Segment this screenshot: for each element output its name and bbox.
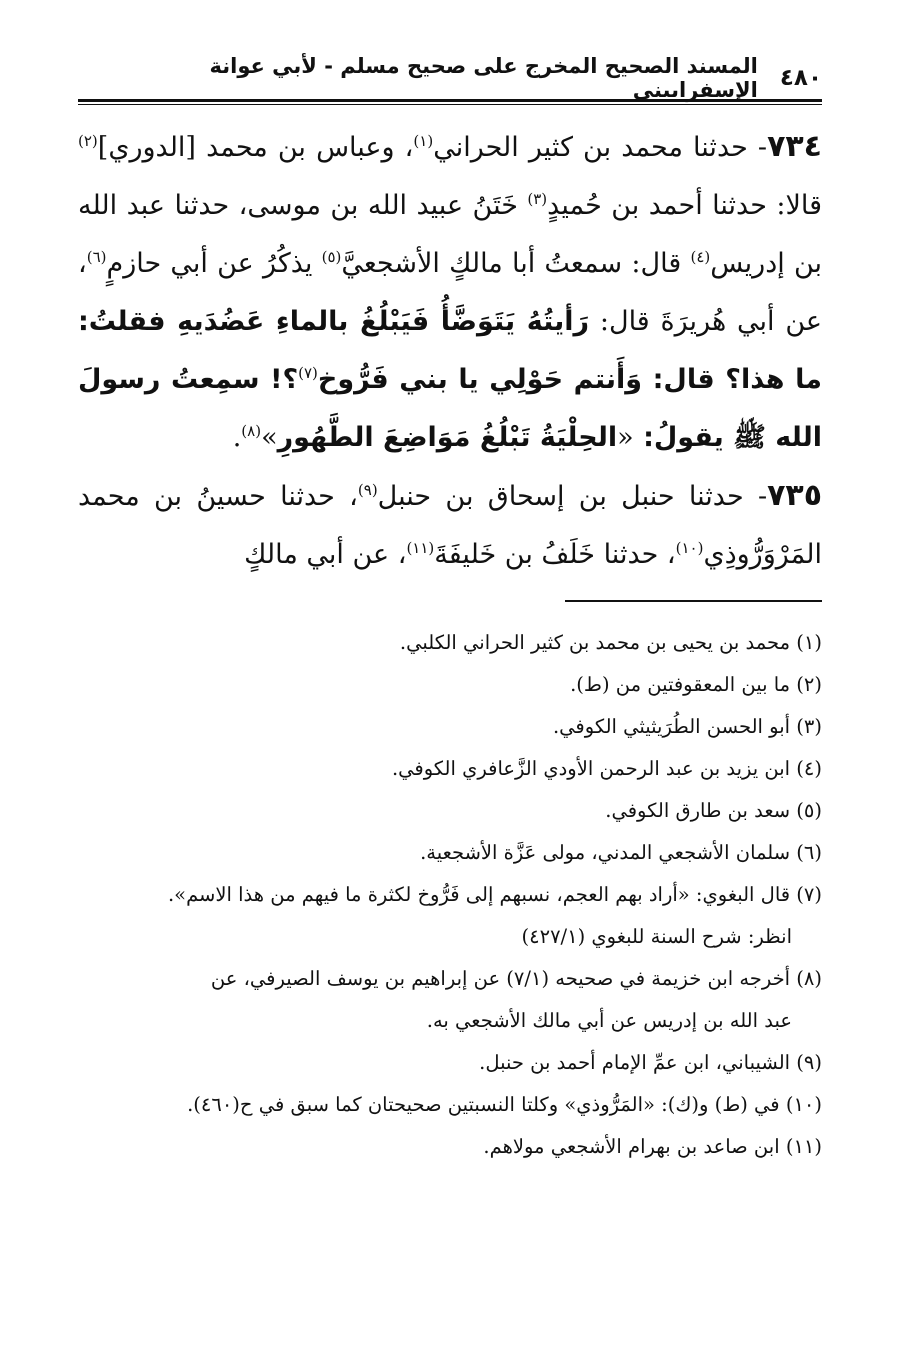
hadith-matn: الحِلْيَةُ تَبْلُغُ مَوَاضِعَ الطَّهُورِ — [277, 422, 618, 453]
footnote-ref: (٤) — [690, 248, 711, 266]
footnote-ref: (٥) — [321, 248, 342, 266]
main-text — [78, 118, 822, 584]
footnote-5: (٥) سعد بن طارق الكوفي. — [605, 799, 822, 822]
hadith-matn: ؟! سمِعتُ رسولَ الله ﷺ يقولُ: — [78, 364, 822, 453]
footnote-10: (١٠) في (ط) و(ك): «المَرُّوذي» وكلتا النسبتين صحيحتان كما سبق في ح(٤٦٠). — [187, 1093, 822, 1116]
quote-mark: « — [617, 422, 634, 453]
footnote-ref: (١) — [413, 132, 434, 150]
header-rule — [78, 99, 822, 102]
hadith-735 — [78, 467, 822, 584]
footnote-ref: (١١) — [406, 539, 435, 557]
page-header — [78, 54, 822, 102]
footnote-ref: (٩) — [357, 481, 378, 499]
text-run: ، وعباس بن محمد [الدوري] — [97, 132, 414, 163]
footnote-3: (٣) أبو الحسن الطُرَيثيثي الكوفي. — [552, 715, 822, 738]
text-run: ، عن أبي مالكٍ — [244, 539, 407, 570]
text-run: - حدثنا حنبل بن إسحاق بن حنبل — [377, 481, 768, 512]
footnote-11: (١١) ابن صاعد بن بهرام الأشجعي مولاهم. — [483, 1135, 822, 1158]
footnote-7-continued: انظر: شرح السنة للبغوي (٤٢٧/١) — [521, 925, 792, 948]
footnote-8: (٨) أخرجه ابن خزيمة في صحيحه (٧/١) عن إبراهيم بن يوسف الصيرفي، عن — [210, 967, 822, 990]
footnote-8-continued: عبد الله بن إدريس عن أبي مالك الأشجعي به. — [426, 1009, 792, 1032]
footnote-7: (٧) قال البغوي: «أراد بهم العجم، نسبهم إلى فَرُّوخ لكثرة ما فيهم من هذا الاسم». — [167, 883, 822, 906]
footnote-separator — [565, 600, 822, 602]
hadith-matn: رَأيتُهُ يَتَوَضَّأُ فَيَبْلُغُ بالماءِ عَضُدَيهِ فقلتُ: ما هذا؟ قال: وَأَنتم حَوْلِي يا بني فَرُّوخ — [78, 306, 822, 395]
hadith-734 — [78, 118, 822, 467]
footnote-6: (٦) سلمان الأشجعي المدني، مولى عَزَّة الأشجعية. — [420, 841, 822, 864]
footnote-ref: (٦) — [86, 248, 107, 266]
footnote-ref: (٣) — [527, 190, 548, 208]
text-run: خَتَنُ عبيد الله بن موسى، حدثنا عبد الله بن إدريس — [78, 190, 823, 279]
running-title: المسند الصحيح المخرج على صحيح مسلم - لأبي عوانة الإسفراييني — [209, 54, 758, 102]
page-number: ٤٨٠ — [779, 65, 822, 91]
quote-mark: » — [261, 422, 278, 453]
footnote-9: (٩) الشيباني، ابن عمِّ الإمام أحمد بن حنبل. — [479, 1051, 822, 1074]
footnotes — [78, 622, 822, 1168]
footnote-4: (٤) ابن يزيد بن عبد الرحمن الأودي الزَّعافري الكوفي. — [391, 757, 822, 780]
footnote-2: (٢) ما بين المعقوفتين من (ط). — [570, 673, 822, 696]
hadith-number: ٧٣٤ — [767, 129, 822, 164]
header-rule-thin — [78, 104, 822, 105]
text-run: . — [232, 422, 242, 453]
text-run: - حدثنا محمد بن كثير الحراني — [433, 132, 768, 163]
text-run: ، حدثنا خَلَفُ بن خَليفَةَ — [434, 539, 676, 570]
footnote-1: (١) محمد بن يحيى بن محمد بن كثير الحراني الكلبي. — [399, 631, 822, 654]
footnote-ref: (٢) — [78, 132, 98, 150]
footnote-ref: (٧) — [298, 364, 318, 382]
text-run: ، عن أبي هُريرَةَ قال: — [78, 248, 822, 337]
text-run: قال: سمعتُ أبا مالكٍ الأشجعيَّ — [341, 248, 691, 279]
hadith-number: ٧٣٥ — [767, 478, 823, 513]
text-run: يذكُرُ عن أبي حازمٍ — [106, 248, 322, 279]
footnote-ref: (١٠) — [675, 539, 704, 557]
text-run: قالا: حدثنا أحمد بن حُميدٍ — [547, 190, 823, 221]
text-run: ، حدثنا حسينُ بن محمد المَرْوَرُّوذِي — [78, 481, 822, 570]
footnote-ref: (٨) — [241, 422, 262, 440]
